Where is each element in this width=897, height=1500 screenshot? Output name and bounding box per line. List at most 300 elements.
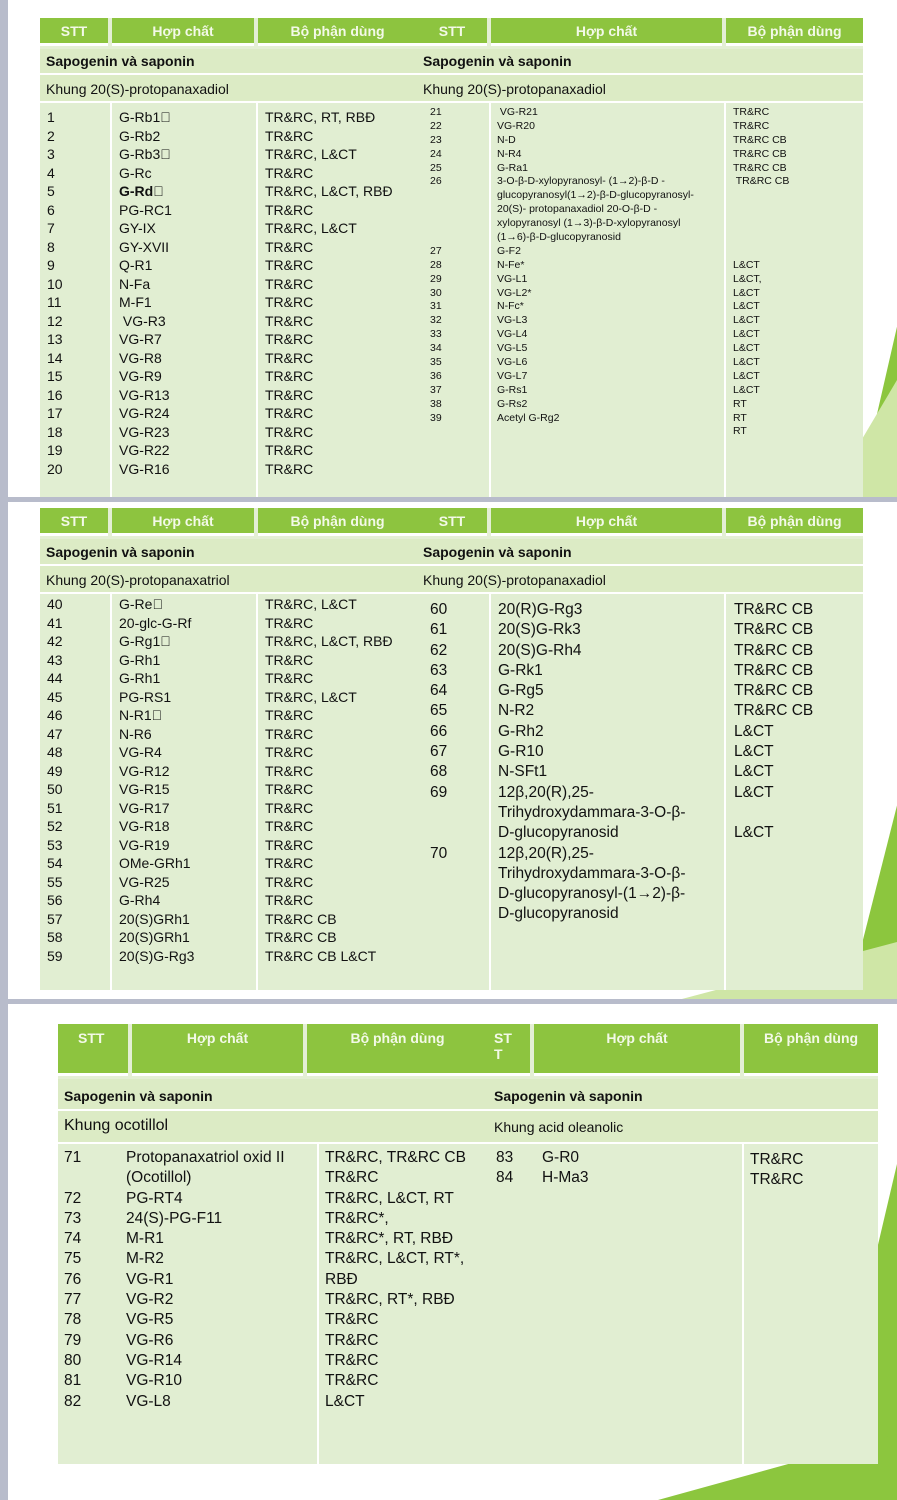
stt-cell: 73 [64, 1209, 82, 1227]
stt-cell: 24 [430, 147, 442, 160]
stt-cell: 45 [47, 688, 63, 705]
part-used-cell [733, 245, 789, 259]
stt-cell: 53 [47, 836, 63, 853]
compound-cell: G-Rg1 [119, 633, 165, 649]
part-used-cell: RBĐ [325, 1270, 358, 1288]
part-used-cell: TR&RC [265, 442, 314, 458]
compound-cell: D-glucopyranosyl-(1→2)-β- [498, 885, 686, 903]
stt-cell: 12 [47, 312, 63, 329]
compound-cell: GY-IX [119, 220, 156, 236]
slide-2 [8, 502, 897, 999]
compound-cell: (1→6)-β-D-glucopyranosid [497, 231, 621, 244]
stt-cell: 62 [430, 641, 448, 659]
compound-column [542, 1148, 589, 1189]
stt-cell [430, 803, 447, 823]
compound-cell: M-R2 [126, 1250, 164, 1268]
stt-cell: 8 [47, 238, 55, 255]
stt-cell [430, 823, 447, 843]
stt-cell: 64 [430, 682, 448, 700]
compound-cell: VG-R17 [119, 799, 170, 816]
table-1-left [40, 18, 417, 497]
header-part-used: Bộ phận dùng [744, 1024, 878, 1076]
compound-cell: G-Rh1 [119, 670, 161, 686]
table-1-right [417, 18, 863, 497]
stt-cell: 14 [47, 349, 63, 366]
stt-cell: 57 [47, 910, 63, 927]
part-used-cell: TR&RC [265, 423, 314, 440]
compound-cell: VG-R10 [126, 1372, 182, 1390]
compound-cell: VG-R14 [126, 1351, 182, 1369]
compound-cell: OMe-GRh1 [119, 855, 191, 871]
part-used-cell: TR&RC CB [733, 147, 787, 160]
part-used-cell: TR&RC CB [734, 682, 814, 700]
stt-cell: 42 [47, 633, 63, 649]
stt-cell: 80 [64, 1351, 82, 1369]
stt-cell: 63 [430, 661, 448, 679]
part-used-cell: TR&RC [265, 201, 314, 218]
group-label: Sapogenin và saponin [58, 1079, 488, 1109]
group-label: Sapogenin và saponin [417, 539, 863, 564]
compound-cell: VG-R23 [119, 423, 170, 440]
part-used-cell: TR&RC [325, 1169, 379, 1187]
group-label: Sapogenin và saponin [40, 49, 417, 73]
compound-cell: G-Re [119, 596, 157, 612]
frame-label: Khung 20(S)-protopanaxadiol [40, 75, 417, 101]
part-used-cell: TR&RC, L&CT [265, 146, 357, 162]
compound-cell: VG-R7 [119, 331, 162, 347]
stt-cell [430, 203, 442, 217]
header-stt: STT [417, 508, 487, 536]
part-used-cell: TR&RC [265, 855, 314, 871]
compound-cell: N-R4 [497, 147, 522, 160]
compound-cell: 20(S)G-Rg3 [119, 947, 195, 964]
compound-cell: VG-R21 [497, 106, 538, 118]
part-used-column [325, 1148, 466, 1412]
stt-cell: 22 [430, 119, 442, 132]
compound-cell: G-R10 [498, 743, 544, 761]
compound-cell: G-Rb2 [119, 127, 161, 144]
stt-cell: 69 [430, 783, 448, 801]
stt-cell: 19 [47, 442, 63, 458]
compound-cell: 20(S)G-Rk3 [498, 621, 581, 639]
part-used-cell: TR&RC CB [734, 641, 814, 659]
compound-cell: G-Rh2 [498, 722, 544, 740]
part-used-cell: TR&RC [265, 294, 314, 310]
header-compound: Hợp chất [491, 18, 722, 46]
stt-cell: 74 [64, 1230, 82, 1248]
stt-column [430, 600, 447, 925]
part-used-cell: TR&RC [325, 1331, 379, 1349]
part-used-cell: TR&RC [265, 331, 314, 347]
stt-cell: 37 [430, 383, 442, 396]
stt-cell: 56 [47, 892, 63, 908]
part-used-cell: TR&RC [265, 781, 314, 797]
header-compound: Hợp chất [534, 1024, 740, 1076]
compound-cell: G-R0 [542, 1149, 580, 1166]
stt-cell [430, 189, 442, 203]
compound-cell: N-R6 [119, 725, 152, 742]
part-used-cell [734, 844, 813, 864]
header-stt: ST T [488, 1024, 530, 1076]
compound-cell: VG-L8 [126, 1392, 171, 1410]
part-used-cell: TR&RC*, RT, RBĐ [325, 1230, 454, 1248]
compound-cell: VG-R13 [119, 386, 170, 403]
part-used-cell: L&CT [733, 258, 760, 271]
part-used-cell: TR&RC [265, 312, 314, 329]
part-used-cell: L&CT [733, 300, 760, 313]
part-used-cell: L&CT [734, 763, 774, 781]
compound-cell: Acetyl G-Rg2 [497, 411, 560, 424]
compound-cell: Trihydroxydammara-3-O-β- [498, 864, 686, 882]
compound-cell: VG-L4 [497, 328, 528, 341]
stt-cell: 29 [430, 272, 442, 285]
part-used-cell [734, 803, 813, 823]
compound-cell: G-Rh1 [119, 651, 161, 668]
compound-cell: G-F2 [497, 244, 521, 257]
slide-3 [8, 1004, 897, 1500]
stt-cell [430, 864, 447, 884]
header-stt: STT [417, 18, 487, 46]
compound-cell: G-Rb3 [119, 146, 165, 162]
stt-cell: 78 [64, 1311, 82, 1329]
part-used-cell: TR&RC [265, 836, 314, 853]
compound-cell: VG-R22 [119, 442, 170, 458]
compound-cell: N-Fc* [497, 300, 524, 313]
stt-cell: 1 [47, 109, 55, 125]
stt-cell: 61 [430, 621, 448, 639]
compound-column [497, 106, 694, 425]
part-used-cell: TR&RC [265, 725, 314, 742]
compound-cell: VG-R20 [497, 119, 535, 132]
part-used-cell: TR&RC [265, 405, 314, 421]
part-used-cell: L&CT [325, 1392, 365, 1410]
stt-cell [430, 217, 442, 231]
stt-cell: 15 [47, 368, 63, 384]
compound-cell: G-Rc [119, 164, 152, 181]
stt-cell: 30 [430, 286, 442, 299]
stt-cell: 47 [47, 725, 63, 742]
stt-cell: 21 [430, 106, 442, 118]
compound-cell: Trihydroxydammara-3-O-β- [498, 803, 686, 821]
compound-cell: VG-R18 [119, 818, 170, 834]
compound-cell: PG-RC1 [119, 201, 172, 218]
compound-cell: 20(S)GRh1 [119, 929, 190, 945]
compound-cell: G-Rd [119, 183, 158, 199]
part-used-cell: TR&RC [265, 127, 314, 144]
stt-cell: 35 [430, 356, 442, 369]
part-used-cell: TR&RC CB [265, 929, 337, 945]
stt-cell [430, 884, 447, 904]
compound-cell: VG-R1 [126, 1270, 174, 1288]
stt-cell: 72 [64, 1189, 82, 1207]
part-used-cell: L&CT [733, 328, 760, 341]
compound-cell: GY-XVII [119, 238, 170, 255]
stt-cell: 9 [47, 257, 55, 273]
stt-cell: 39 [430, 411, 442, 424]
part-used-cell [733, 189, 789, 203]
compound-cell: N-R2 [498, 702, 535, 720]
stt-cell: 20 [47, 460, 63, 477]
table-2-left [40, 508, 417, 990]
header-compound: Hợp chất [112, 508, 254, 536]
part-used-cell: TR&RC [265, 651, 314, 668]
stt-column [47, 108, 63, 478]
compound-cell: 20(S)GRh1 [119, 910, 190, 927]
stt-cell: 26 [430, 175, 442, 188]
compound-cell: VG-R15 [119, 781, 170, 797]
compound-column [119, 595, 194, 965]
stt-cell: 49 [47, 762, 63, 779]
part-used-cell: TR&RC [265, 892, 314, 908]
part-used-cell: TR&RC [265, 744, 314, 760]
part-used-cell: TR&RC [265, 873, 314, 890]
compound-cell: 20(S)- protopanaxadiol 20-O-β-D - [497, 203, 658, 216]
stt-cell: 77 [64, 1291, 82, 1309]
part-used-cell: TR&RC, RT, RBĐ [265, 109, 376, 125]
compound-cell: D-glucopyranosid [498, 824, 619, 842]
part-used-cell: TR&RC CB [733, 133, 787, 146]
stt-cell: 70 [430, 844, 448, 862]
compound-cell: (Ocotillol) [126, 1169, 192, 1187]
part-used-cell: TR&RC CB [734, 601, 814, 618]
frame-label: Khung 20(S)-protopanaxadiol [417, 566, 863, 592]
header-stt: STT [40, 18, 108, 46]
stt-column [430, 106, 442, 425]
part-used-cell: TR&RC [265, 368, 314, 384]
stt-cell: 79 [64, 1331, 82, 1349]
compound-cell: VG-L3 [497, 314, 528, 327]
compound-cell: VG-R8 [119, 349, 162, 366]
stt-cell: 4 [47, 164, 55, 181]
header-part-used: Bộ phận dùng [726, 18, 863, 46]
stt-cell: 59 [47, 947, 63, 964]
compound-cell: VG-R5 [126, 1311, 174, 1329]
stt-cell: 43 [47, 651, 63, 668]
part-used-cell: TR&RC [265, 799, 314, 816]
part-used-cell: L&CT [734, 722, 774, 740]
stt-cell: 5 [47, 183, 55, 199]
compound-cell: 12β,20(R),25- [498, 844, 594, 862]
compound-cell: VG-R24 [119, 405, 170, 421]
stt-cell: 68 [430, 763, 448, 781]
part-used-cell: TR&RC [733, 106, 770, 118]
part-used-cell: TR&RC, RT*, RBĐ [325, 1291, 455, 1309]
compound-column [498, 600, 685, 925]
part-used-cell [733, 217, 789, 231]
part-used-column [265, 108, 393, 478]
stt-cell: 46 [47, 707, 63, 723]
stt-cell: 60 [430, 601, 448, 618]
stt-cell: 34 [430, 342, 442, 355]
stt-cell: 84 [496, 1169, 514, 1187]
part-used-cell: RT [733, 425, 747, 438]
compound-cell: G-Ra1 [497, 161, 528, 174]
part-used-cell: TR&RC [325, 1311, 379, 1329]
stt-cell: 2 [47, 127, 55, 144]
stt-cell: 54 [47, 855, 63, 871]
part-used-cell: TR&RC, L&CT, RT [325, 1189, 454, 1207]
group-label: Sapogenin và saponin [40, 539, 417, 564]
stt-cell: 6 [47, 201, 55, 218]
compound-cell: VG-R16 [119, 460, 170, 477]
part-used-column [734, 600, 813, 925]
stt-cell: 28 [430, 258, 442, 271]
part-used-cell: TR&RC CB [733, 175, 790, 188]
stt-cell: 75 [64, 1250, 82, 1268]
compound-cell: N-Fe* [497, 258, 525, 271]
part-used-cell: L&CT [733, 342, 760, 355]
stt-cell: 23 [430, 133, 442, 146]
part-used-cell: TR&RC [265, 460, 314, 477]
header-compound: Hợp chất [491, 508, 722, 536]
stt-cell: 25 [430, 161, 442, 174]
compound-cell: G-Rb1 [119, 109, 165, 125]
stt-cell [430, 231, 442, 245]
stt-cell: 83 [496, 1149, 514, 1166]
stt-cell [430, 904, 447, 924]
part-used-cell: TR&RC, TR&RC CB [325, 1149, 466, 1166]
stt-cell: 71 [64, 1149, 82, 1166]
stt-cell: 16 [47, 386, 63, 403]
part-used-column [750, 1150, 803, 1191]
table-3-right [488, 1024, 878, 1464]
stt-cell: 18 [47, 423, 63, 440]
header-part-used: Bộ phận dùng [726, 508, 863, 536]
header-stt: STT [40, 508, 108, 536]
part-used-cell: TR&RC, L&CT, RBĐ [265, 633, 393, 649]
part-used-cell: TR&RC [265, 275, 314, 292]
part-used-cell: TR&RC [265, 614, 314, 631]
compound-cell: 20(S)G-Rh4 [498, 641, 582, 659]
compound-cell: VG-R4 [119, 744, 162, 760]
compound-cell: M-F1 [119, 294, 152, 310]
group-label: Sapogenin và saponin [417, 49, 863, 73]
stt-cell: 65 [430, 702, 448, 720]
compound-cell: Protopanaxatriol oxid II [126, 1149, 285, 1166]
stt-cell: 38 [430, 397, 442, 410]
compound-cell: 12β,20(R),25- [498, 783, 594, 801]
part-used-cell: TR&RC [265, 670, 314, 686]
compound-cell: VG-L2* [497, 286, 532, 299]
part-used-column [733, 106, 789, 439]
stt-cell: 51 [47, 799, 63, 816]
header-part-used: Bộ phận dùng [307, 1024, 488, 1076]
stt-cell: 11 [47, 294, 62, 310]
stt-cell: 55 [47, 873, 63, 890]
compound-cell: 3-O-β-D-xylopyranosyl- (1→2)-β-D - [497, 175, 665, 188]
part-used-cell: L&CT [733, 383, 760, 396]
table-2-right [417, 508, 863, 990]
part-used-cell: L&CT [734, 743, 774, 761]
part-used-cell [734, 884, 813, 904]
part-used-cell: TR&RC [265, 707, 314, 723]
compound-cell: Q-R1 [119, 257, 153, 273]
part-used-cell [734, 864, 813, 884]
part-used-cell: TR&RC CB [265, 910, 337, 927]
compound-cell: VG-L6 [497, 356, 528, 369]
part-used-cell: TR&RC [265, 164, 314, 181]
frame-label: Khung 20(S)-protopanaxadiol [417, 75, 863, 101]
part-used-cell: TR&RC CB L&CT [265, 947, 377, 964]
stt-cell: 7 [47, 220, 55, 236]
compound-cell: VG-R9 [119, 368, 162, 384]
compound-cell: VG-R19 [119, 836, 170, 853]
part-used-cell: TR&RC [265, 386, 314, 403]
compound-cell: glucopyranosyl(1→2)-β-D-glucopyranosyl- [497, 189, 694, 202]
part-used-cell: TR&RC, L&CT, RBĐ [265, 183, 393, 199]
part-used-cell: TR&RC CB [734, 702, 814, 720]
part-used-cell: L&CT [734, 824, 774, 842]
part-used-column [265, 595, 393, 965]
stt-column [47, 595, 63, 965]
header-part-used: Bộ phận dùng [258, 18, 417, 46]
part-used-cell: TR&RC [265, 349, 314, 366]
stt-cell: 81 [64, 1372, 82, 1390]
stt-cell: 58 [47, 929, 63, 945]
stt-cell: 17 [47, 405, 63, 421]
stt-cell: 3 [47, 146, 55, 162]
stt-column [64, 1148, 81, 1412]
part-used-cell: TR&RC [265, 818, 314, 834]
header-part-used: Bộ phận dùng [258, 508, 417, 536]
frame-label: Khung ocotillol [58, 1111, 488, 1142]
stt-cell: 67 [430, 743, 448, 761]
header-compound: Hợp chất [132, 1024, 303, 1076]
stt-cell: 50 [47, 781, 63, 797]
compound-cell: 24(S)-PG-F11 [126, 1209, 223, 1227]
compound-cell: N-Fa [119, 275, 151, 292]
part-used-cell: L&CT [733, 286, 760, 299]
compound-cell: G-Rh4 [119, 892, 161, 908]
part-used-cell: TR&RC [750, 1151, 804, 1168]
compound-cell: N-R1 [119, 707, 156, 723]
group-label: Sapogenin và saponin [488, 1079, 878, 1109]
header-compound: Hợp chất [112, 18, 254, 46]
compound-cell: G-Rs1 [497, 383, 528, 396]
part-used-cell: TR&RC CB [734, 661, 814, 679]
stt-cell: 33 [430, 328, 442, 341]
stt-cell: 10 [47, 275, 63, 292]
stt-cell: 36 [430, 369, 442, 382]
compound-cell: VG-L7 [497, 369, 528, 382]
compound-cell: VG-R2 [126, 1291, 174, 1309]
stt-cell: 48 [47, 744, 63, 760]
part-used-cell: TR&RC CB [734, 621, 814, 639]
part-used-cell: TR&RC [733, 119, 770, 132]
stt-cell: 40 [47, 596, 63, 612]
compound-cell: VG-L5 [497, 342, 528, 355]
compound-cell: PG-RS1 [119, 688, 172, 705]
part-used-cell: L&CT [733, 369, 760, 382]
part-used-cell: L&CT, [733, 272, 762, 285]
part-used-cell: TR&RC CB [733, 161, 787, 174]
compound-column [119, 108, 172, 478]
compound-cell: VG-R3 [119, 312, 166, 329]
table-3-left [58, 1024, 488, 1464]
stt-cell: 44 [47, 670, 63, 686]
part-used-cell [733, 231, 789, 245]
stt-cell [64, 1168, 81, 1188]
compound-cell: N-D [497, 133, 516, 146]
header-stt: STT [58, 1024, 128, 1076]
part-used-cell: RT [733, 397, 747, 410]
compound-cell: G-Rg5 [498, 682, 544, 700]
part-used-cell: TR&RC [750, 1171, 804, 1189]
stt-cell: 66 [430, 722, 448, 740]
part-used-cell: L&CT [734, 783, 774, 801]
compound-cell: VG-R12 [119, 762, 170, 779]
stt-cell: 76 [64, 1270, 82, 1288]
